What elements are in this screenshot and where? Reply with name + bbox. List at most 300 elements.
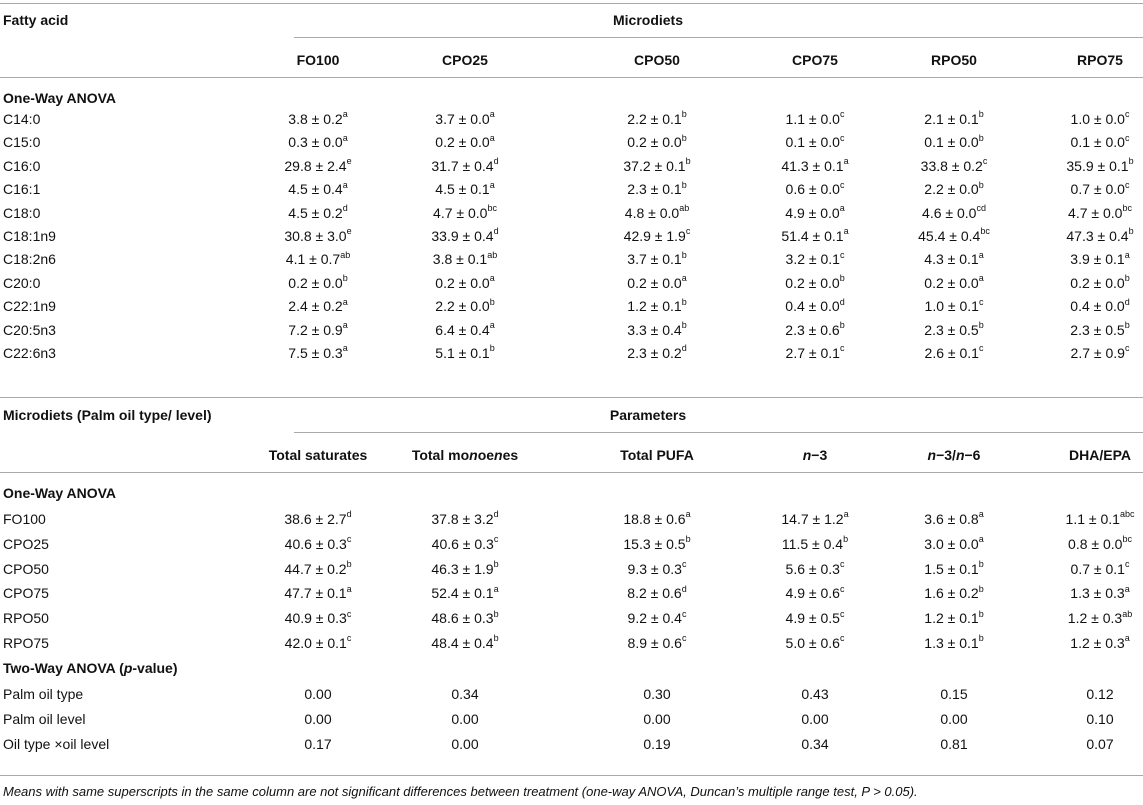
cell-superscript: a (342, 319, 348, 330)
table-cell (924, 110, 983, 128)
cell-value: 0.1 ± 0.0 (785, 134, 840, 151)
cell-value: 47.7 ± 0.1 (284, 585, 347, 602)
cell-superscript: a (342, 109, 348, 120)
table-cell (925, 344, 984, 362)
cell-superscript: a (342, 296, 348, 307)
header-bottom-rule (0, 472, 1143, 473)
column-header: n−3 (802, 447, 828, 463)
cell-value: 2.4 ± 0.2 (288, 298, 343, 315)
cell-superscript: a (342, 179, 348, 190)
row-label: C16:0 (3, 157, 41, 174)
cell-value: 35.9 ± 0.1 (1066, 157, 1129, 174)
cell-superscript: b (1128, 226, 1134, 237)
cell-value: 31.7 ± 0.4 (431, 157, 494, 174)
cell-value: 4.9 ± 0.5 (785, 610, 840, 627)
cell-value: 46.3 ± 1.9 (431, 560, 494, 577)
cell-superscript: a (839, 202, 845, 213)
table-cell (1066, 227, 1133, 245)
cell-value: 5.1 ± 0.1 (435, 345, 490, 361)
table-cell (431, 227, 498, 245)
cell-value: 2.3 ± 0.6 (785, 321, 840, 338)
cell-value: 2.2 ± 0.0 (924, 181, 979, 198)
cell-superscript: c (346, 608, 352, 619)
cell-superscript: b (489, 296, 495, 307)
cell-value: 38.6 ± 2.7 (284, 511, 347, 527)
table-cell (431, 634, 498, 652)
table-cell (1070, 250, 1129, 268)
table-cell (433, 204, 497, 222)
cell-value: 4.7 ± 0.0 (433, 204, 488, 221)
cell-superscript: d (342, 202, 348, 213)
cell-value: 4.5 ± 0.2 (288, 204, 343, 221)
row-label: CPO75 (3, 585, 49, 602)
row-label: Oil type ×oil level (3, 736, 110, 753)
cell-superscript: a (978, 509, 984, 520)
cell-superscript: c (1124, 558, 1130, 569)
cell-superscript: c (839, 633, 845, 644)
cell-value: 1.3 ± 0.1 (924, 635, 979, 651)
cell-value: 0.2 ± 0.0 (924, 274, 979, 291)
cell-value: 3.7 ± 0.0 (435, 111, 490, 127)
table-cell (627, 584, 686, 602)
table-cell (924, 560, 983, 578)
table-cell (1068, 204, 1132, 222)
table-cell (433, 250, 497, 268)
table-cell (924, 133, 983, 151)
cell-superscript: c (839, 558, 845, 569)
table-cell (627, 133, 686, 151)
cell-value: 4.8 ± 0.0 (624, 204, 680, 221)
cell-superscript: b (843, 534, 849, 545)
table-cell (1066, 510, 1135, 528)
group-header-rule (294, 432, 1143, 433)
cell-value: 1.6 ± 0.2 (924, 585, 979, 602)
cell-value: 3.8 ± 0.1 (432, 251, 488, 268)
table-cell (786, 250, 845, 268)
cell-value: 1.5 ± 0.1 (924, 560, 979, 577)
cell-superscript: a (978, 249, 984, 260)
row-label: C18:2n6 (3, 251, 56, 268)
cell-superscript: b (1128, 156, 1134, 167)
cell-value: 14.7 ± 1.2 (781, 511, 844, 527)
cell-value: 0.4 ± 0.0 (785, 298, 840, 315)
table-cell (785, 274, 844, 292)
row-label: CPO50 (3, 560, 49, 577)
cell-superscript: c (982, 156, 988, 167)
table-cell (285, 535, 352, 553)
cell-value: 15.3 ± 0.5 (623, 535, 686, 552)
cell-superscript: b (839, 273, 845, 284)
cell-superscript: c (681, 633, 687, 644)
table-cell (627, 321, 686, 339)
group-header: Parameters (609, 407, 687, 423)
cell-superscript: c (839, 179, 845, 190)
table-cell: 0.00 (304, 711, 332, 728)
table-cell (284, 584, 351, 602)
cell-superscript: ab (487, 249, 498, 260)
table-cell (924, 535, 983, 553)
column-header: RPO75 (1077, 52, 1123, 68)
table-separator-rule (0, 397, 1143, 398)
cell-superscript: a (489, 109, 495, 120)
table-cell (288, 274, 347, 292)
cell-value: 48.4 ± 0.4 (431, 635, 494, 651)
table-cell (625, 204, 689, 222)
table-cell (627, 274, 686, 292)
column-header: DHA/EPA (1069, 447, 1131, 463)
column-header: n−3/n−6 (927, 447, 981, 463)
table-cell (1071, 133, 1130, 151)
table-cell (431, 560, 498, 578)
row-label: RPO50 (3, 610, 49, 627)
table-cell: 0.00 (304, 686, 332, 702)
section-label: Two-Way ANOVA (p-value) (3, 660, 178, 676)
cell-superscript: a (978, 534, 984, 545)
table-cell (786, 180, 845, 198)
cell-superscript: bc (980, 226, 990, 237)
row-label: C16:1 (3, 181, 41, 198)
table-cell (924, 609, 983, 627)
table-cell (435, 344, 494, 362)
cell-superscript: c (493, 534, 499, 545)
table-cell (284, 510, 351, 528)
cell-superscript: a (681, 273, 687, 284)
cell-superscript: c (1124, 179, 1130, 190)
cell-value: 8.9 ± 0.6 (627, 635, 682, 651)
table-cell: 0.12 (1086, 686, 1114, 702)
cell-superscript: b (978, 608, 984, 619)
table-cell (288, 180, 347, 198)
cell-value: 2.1 ± 0.1 (924, 111, 979, 127)
cell-superscript: c (839, 132, 845, 143)
table-cell (288, 133, 347, 151)
cell-superscript: b (839, 319, 845, 330)
table-cell (924, 584, 983, 602)
table-cell (785, 297, 844, 315)
cell-superscript: b (681, 132, 687, 143)
table-cell: 0.34 (801, 736, 829, 753)
cell-value: 0.2 ± 0.0 (785, 274, 840, 291)
cell-superscript: b (342, 273, 348, 284)
group-header: Microdiets (612, 12, 684, 28)
table-cell (435, 274, 494, 292)
table-cell: 0.43 (801, 686, 829, 702)
table-cell (924, 274, 983, 292)
cell-value: 2.7 ± 0.9 (1070, 345, 1125, 361)
table-cell (627, 110, 686, 128)
cell-value: 51.4 ± 0.1 (781, 228, 844, 244)
cell-superscript: cd (976, 202, 986, 213)
cell-superscript: a (346, 583, 352, 594)
table-cell: 0.00 (940, 711, 968, 728)
table-cell (781, 227, 848, 245)
table-cell (1071, 344, 1130, 362)
table-cell (288, 110, 347, 128)
cell-superscript: bc (487, 202, 497, 213)
table-cell (627, 250, 686, 268)
cell-value: 9.3 ± 0.3 (627, 560, 682, 577)
cell-superscript: b (493, 633, 499, 644)
cell-superscript: e (346, 226, 352, 237)
cell-value: 0.1 ± 0.0 (1070, 134, 1125, 151)
cell-superscript: c (346, 534, 352, 545)
cell-value: 33.9 ± 0.4 (431, 228, 494, 244)
cell-superscript: c (685, 226, 691, 237)
cell-value: 4.3 ± 0.1 (924, 251, 979, 268)
table-cell: 0.07 (1086, 736, 1114, 753)
cell-value: 2.2 ± 0.0 (435, 298, 490, 315)
cell-value: 4.5 ± 0.1 (435, 181, 490, 198)
table-cell (628, 634, 687, 652)
table-cell (924, 510, 983, 528)
cell-superscript: c (1124, 343, 1130, 354)
table-cell (924, 634, 983, 652)
table-cell (284, 227, 351, 245)
cell-value: 18.8 ± 0.6 (623, 511, 686, 527)
cell-value: 1.0 ± 0.0 (1070, 111, 1125, 127)
cell-value: 37.8 ± 3.2 (431, 511, 494, 527)
cell-value: 2.6 ± 0.1 (924, 345, 979, 361)
column-header: Total PUFA (620, 447, 694, 463)
table-cell (431, 584, 498, 602)
table-cell: 0.30 (643, 686, 671, 702)
cell-superscript: b (685, 534, 691, 545)
cell-value: 52.4 ± 0.1 (431, 585, 494, 602)
cell-value: 1.2 ± 0.3 (1070, 635, 1125, 651)
table-cell (924, 180, 983, 198)
column-header: CPO75 (792, 52, 838, 68)
cell-value: 0.7 ± 0.1 (1070, 560, 1125, 577)
section-label: One-Way ANOVA (3, 90, 117, 106)
cell-superscript: c (839, 583, 845, 594)
cell-superscript: b (978, 319, 984, 330)
table-cell (432, 535, 499, 553)
cell-superscript: d (681, 583, 687, 594)
cell-superscript: a (978, 273, 984, 284)
table-cell (786, 609, 845, 627)
cell-value: 33.8 ± 0.2 (920, 157, 983, 174)
cell-value: 4.6 ± 0.0 (922, 204, 977, 221)
cell-value: 1.0 ± 0.1 (924, 298, 979, 315)
table-cell (288, 204, 347, 222)
cell-superscript: b (978, 558, 984, 569)
row-label: Palm oil level (3, 711, 86, 728)
cell-value: 0.6 ± 0.0 (785, 181, 840, 198)
cell-value: 0.2 ± 0.0 (435, 274, 490, 291)
table-cell (288, 344, 347, 362)
table-cell (627, 344, 686, 362)
table-cell: 0.81 (940, 736, 968, 753)
cell-value: 40.6 ± 0.3 (431, 535, 494, 552)
cell-superscript: a (843, 156, 849, 167)
table-cell (285, 634, 352, 652)
table-top-rule (0, 3, 1143, 4)
cell-superscript: a (843, 509, 849, 520)
cell-value: 2.7 ± 0.1 (785, 345, 840, 361)
table-cell (781, 510, 848, 528)
table-cell: 0.00 (801, 711, 829, 728)
cell-value: 1.2 ± 0.3 (1067, 610, 1123, 627)
table-cell (623, 510, 690, 528)
cell-superscript: b (681, 319, 687, 330)
row-label: C20:0 (3, 274, 41, 291)
cell-value: 0.1 ± 0.0 (924, 134, 979, 151)
table-cell (628, 560, 687, 578)
cell-superscript: d (839, 296, 845, 307)
cell-superscript: c (839, 109, 845, 120)
cell-superscript: bc (1122, 534, 1132, 545)
cell-value: 5.6 ± 0.3 (785, 560, 840, 577)
cell-value: 0.2 ± 0.0 (1070, 274, 1125, 291)
cell-superscript: b (1124, 273, 1130, 284)
cell-superscript: b (681, 296, 687, 307)
cell-value: 0.2 ± 0.0 (627, 274, 682, 291)
cell-value: 2.2 ± 0.1 (627, 111, 682, 127)
cell-value: 5.0 ± 0.6 (785, 635, 840, 651)
table-cell (924, 321, 983, 339)
cell-superscript: b (681, 109, 687, 120)
cell-superscript: c (346, 633, 352, 644)
cell-value: 1.2 ± 0.1 (627, 298, 682, 315)
cell-value: 4.9 ± 0.6 (785, 585, 840, 602)
row-label: FO100 (3, 511, 46, 527)
table-cell (624, 227, 691, 245)
table-cell (918, 227, 990, 245)
row-header: Fatty acid (3, 12, 69, 28)
table-cell (786, 110, 845, 128)
table-bottom-rule (0, 775, 1143, 776)
cell-value: 2.3 ± 0.2 (627, 345, 682, 361)
cell-value: 44.7 ± 0.2 (284, 560, 347, 577)
table-cell (782, 535, 848, 553)
row-label: RPO75 (3, 635, 49, 651)
cell-superscript: d (493, 226, 499, 237)
table-cell (785, 321, 844, 339)
cell-superscript: b (685, 156, 691, 167)
cell-value: 7.2 ± 0.9 (288, 321, 343, 338)
cell-superscript: a (342, 343, 348, 354)
cell-value: 3.8 ± 0.2 (288, 111, 343, 127)
cell-superscript: b (978, 132, 984, 143)
cell-superscript: a (342, 132, 348, 143)
cell-value: 1.1 ± 0.1 (1065, 511, 1120, 527)
cell-value: 29.8 ± 2.4 (284, 157, 347, 174)
row-label: C20:5n3 (3, 321, 56, 338)
cell-superscript: b (681, 249, 687, 260)
cell-superscript: a (1124, 583, 1130, 594)
cell-value: 42.9 ± 1.9 (623, 228, 686, 244)
row-label: CPO25 (3, 535, 49, 552)
row-label: C18:1n9 (3, 228, 56, 244)
table-cell (786, 344, 845, 362)
table-cell: 0.34 (451, 686, 479, 702)
table-cell: 0.10 (1086, 711, 1114, 728)
cell-value: 3.3 ± 0.4 (627, 321, 682, 338)
cell-superscript: a (489, 179, 495, 190)
table-cell (781, 157, 848, 175)
table-cell (284, 157, 351, 175)
cell-value: 1.2 ± 0.1 (924, 610, 979, 627)
cell-superscript: a (489, 273, 495, 284)
cell-value: 30.8 ± 3.0 (284, 228, 347, 244)
row-label: C18:0 (3, 204, 41, 221)
table-cell (1071, 110, 1130, 128)
cell-superscript: d (1124, 296, 1130, 307)
footnote: Means with same superscripts in the same column are not significant differences between treatment (one-way ANOVA, Duncan’s multiple range test, P > 0.05). (3, 784, 918, 799)
cell-superscript: a (1124, 633, 1130, 644)
cell-value: 6.4 ± 0.4 (435, 321, 490, 338)
cell-superscript: e (346, 156, 352, 167)
column-header: CPO25 (442, 52, 488, 68)
column-header: Total saturates (268, 447, 368, 463)
cell-superscript: ab (340, 249, 351, 260)
cell-superscript: a (843, 226, 849, 237)
cell-value: 0.2 ± 0.0 (288, 274, 343, 291)
cell-value: 45.4 ± 0.4 (918, 228, 981, 244)
table-cell (1068, 535, 1132, 553)
cell-superscript: b (978, 109, 984, 120)
cell-value: 0.4 ± 0.0 (1070, 298, 1125, 315)
cell-value: 3.6 ± 0.8 (924, 511, 979, 527)
row-label: C14:0 (3, 111, 41, 127)
table-cell (1070, 584, 1129, 602)
table-cell (1070, 297, 1129, 315)
table-cell (623, 157, 690, 175)
section-label: One-Way ANOVA (3, 485, 117, 501)
cell-superscript: abc (1119, 509, 1135, 520)
cell-superscript: d (681, 343, 687, 354)
column-header: Total monoenes (411, 447, 519, 463)
cell-superscript: a (489, 132, 495, 143)
cell-superscript: b (346, 558, 352, 569)
cell-value: 0.3 ± 0.0 (288, 134, 343, 151)
cell-superscript: d (493, 156, 499, 167)
cell-superscript: d (493, 509, 499, 520)
table-cell (1071, 180, 1130, 198)
cell-value: 0.2 ± 0.0 (435, 134, 490, 151)
table-cell: 0.17 (304, 736, 332, 753)
cell-value: 40.6 ± 0.3 (284, 535, 347, 552)
cell-superscript: b (493, 558, 499, 569)
cell-value: 7.5 ± 0.3 (288, 345, 343, 361)
table-cell (435, 297, 494, 315)
table-cell (623, 535, 690, 553)
cell-superscript: c (1124, 109, 1130, 120)
cell-superscript: c (681, 558, 687, 569)
table-cell (284, 560, 351, 578)
cell-value: 48.6 ± 0.3 (431, 610, 494, 627)
cell-superscript: d (346, 509, 352, 520)
cell-superscript: b (978, 583, 984, 594)
row-header: Microdiets (Palm oil type/ level) (3, 407, 212, 423)
cell-superscript: c (1124, 132, 1130, 143)
table-cell (921, 157, 988, 175)
table-cell (435, 321, 494, 339)
cell-superscript: a (1124, 249, 1130, 260)
cell-value: 4.7 ± 0.0 (1068, 204, 1123, 221)
cell-value: 40.9 ± 0.3 (284, 610, 347, 627)
table-cell (925, 297, 984, 315)
table-cell (627, 180, 686, 198)
column-header: RPO50 (931, 52, 977, 68)
cell-value: 0.7 ± 0.0 (1070, 181, 1125, 198)
cell-superscript: b (489, 343, 495, 354)
cell-value: 0.8 ± 0.0 (1068, 535, 1123, 552)
cell-value: 3.7 ± 0.1 (627, 251, 682, 268)
cell-superscript: b (681, 179, 687, 190)
table-cell (435, 180, 494, 198)
cell-value: 41.3 ± 0.1 (781, 157, 844, 174)
